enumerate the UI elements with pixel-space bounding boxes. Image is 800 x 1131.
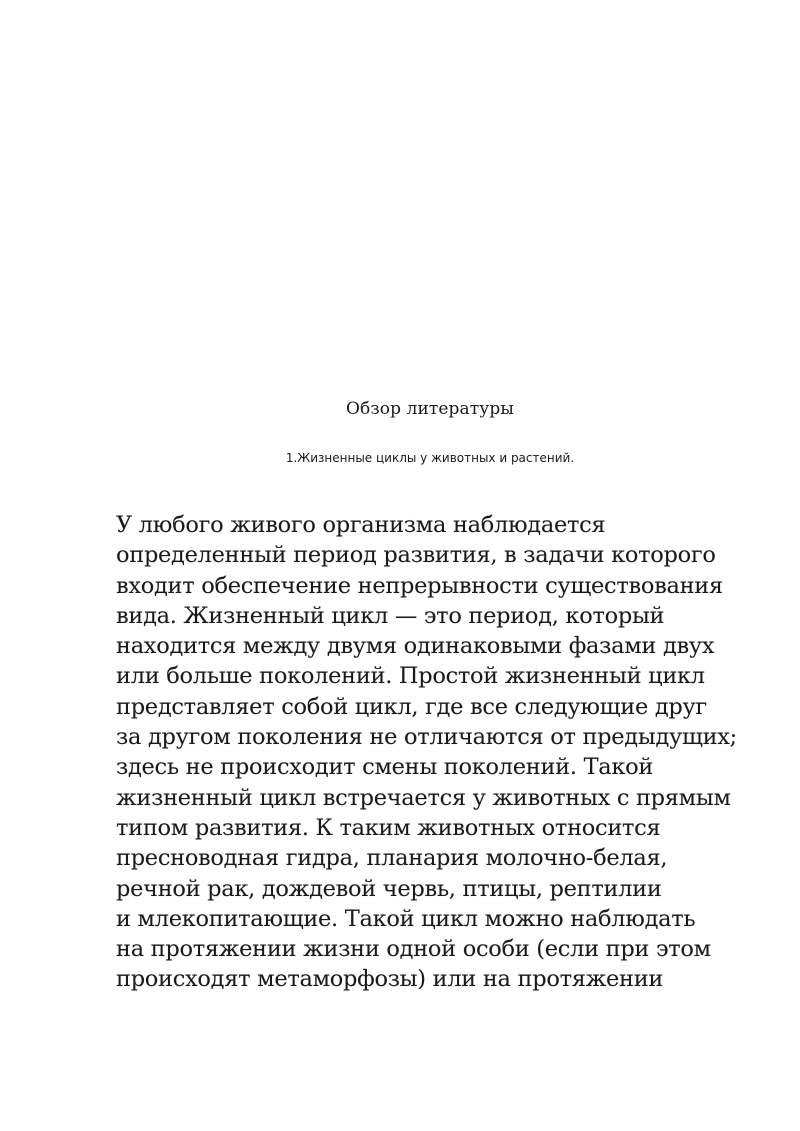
paragraph-line: за другом поколения не отличаются от предыдущих; (116, 724, 737, 751)
body-paragraph (116, 510, 756, 995)
paragraph-line: речной рак, дождевой червь, птицы, рептилии (116, 875, 662, 902)
paragraph-line: здесь не происходит смены поколений. Такой (116, 754, 654, 781)
paragraph-line: типом развития. К таким животных относится (116, 814, 661, 841)
paragraph-line: представляет собой цикл, где все следующие друг (116, 693, 707, 720)
paragraph-line: находится между двумя одинаковыми фазами двух (116, 633, 715, 660)
subsection-heading: 1.Жизненные циклы у животных и растений. (285, 451, 575, 465)
paragraph-line: вида. Жизненный цикл — это период, который (116, 602, 665, 629)
paragraph-line: пресноводная гидра, планария молочно-белая, (116, 845, 668, 872)
paragraph-line: определенный период развития, в задачи которого (116, 542, 716, 569)
paragraph-line: У любого живого организма наблюдается (116, 512, 606, 538)
paragraph-line: и млекопитающие. Такой цикл можно наблюдать (116, 905, 696, 932)
paragraph-line: на протяжении жизни одной особи (если при этом (116, 936, 711, 963)
section-heading: Обзор литературы (346, 399, 514, 419)
paragraph-line: происходят метаморфозы) или на протяжении (116, 966, 664, 993)
paragraph-line: или больше поколений. Простой жизненный цикл (116, 663, 705, 690)
paragraph-line: жизненный цикл встречается у животных с прямым (116, 784, 731, 811)
paragraph-line: входит обеспечение непрерывности существования (116, 572, 723, 599)
